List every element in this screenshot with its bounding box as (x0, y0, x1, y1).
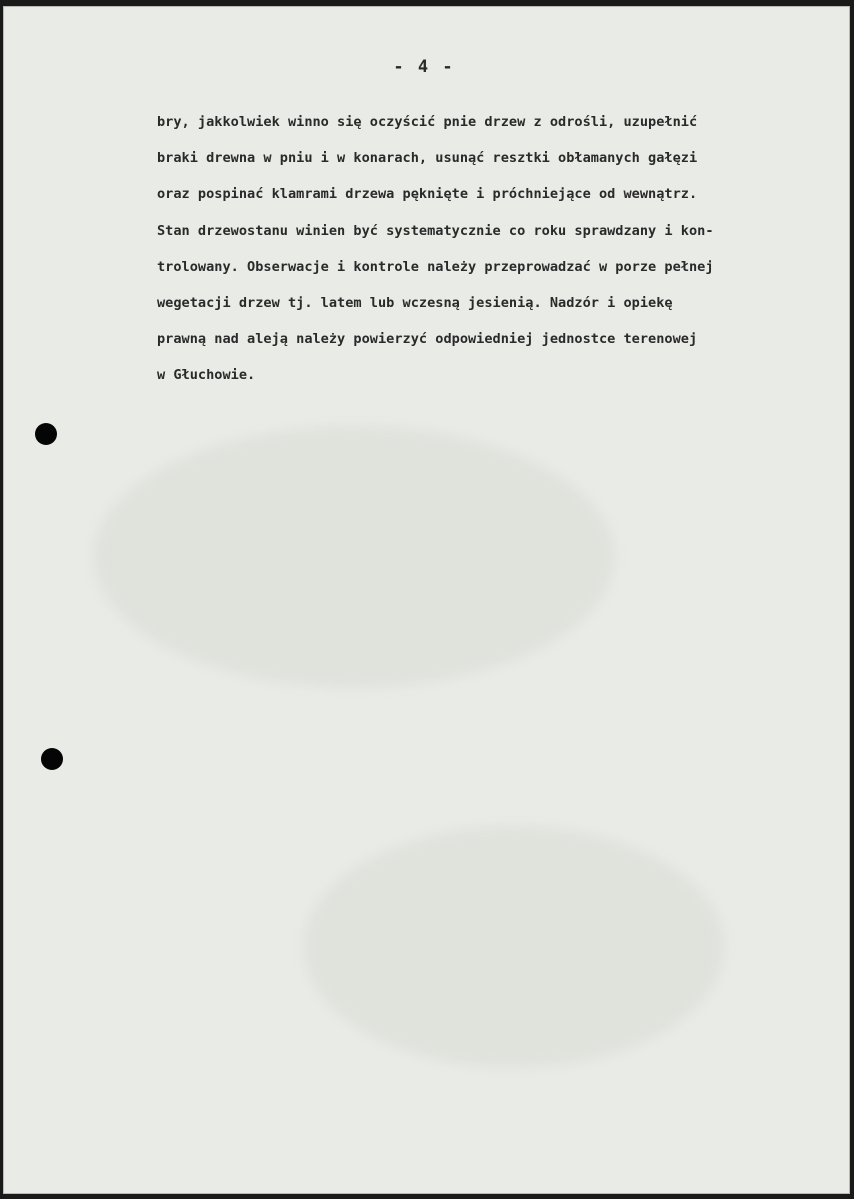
text-line: prawną nad aleją należy powierzyć odpowiedniej jednostce terenowej (157, 331, 698, 348)
text-line: Stan drzewostanu winien być systematycznie co roku sprawdzany i kon- (157, 222, 714, 239)
text-line: oraz pospinać klamrami drzewa pęknięte i próchniejące od wewnątrz. (157, 186, 698, 203)
text-line: braki drewna w pniu i w konarach, usunąć resztki obłamanych gałęzi (157, 150, 698, 167)
text-line: trolowany. Obserwacje i kontrole należy przeprowadzać w porze pełnej (157, 258, 714, 275)
document-page (3, 6, 850, 1194)
paper-stain (304, 827, 724, 1067)
punch-hole (41, 748, 63, 770)
page-number: - 4 - (393, 57, 455, 77)
body-text (157, 107, 850, 397)
text-line: w Głuchowie. (157, 367, 256, 384)
paper-stain (94, 427, 614, 687)
text-line: bry, jakkolwiek winno się oczyścić pnie drzew z odrośli, uzupełnić (157, 114, 698, 130)
text-line: wegetacji drzew tj. latem lub wczesną jesienią. Nadzór i opiekę (157, 294, 673, 311)
punch-hole (35, 423, 57, 445)
